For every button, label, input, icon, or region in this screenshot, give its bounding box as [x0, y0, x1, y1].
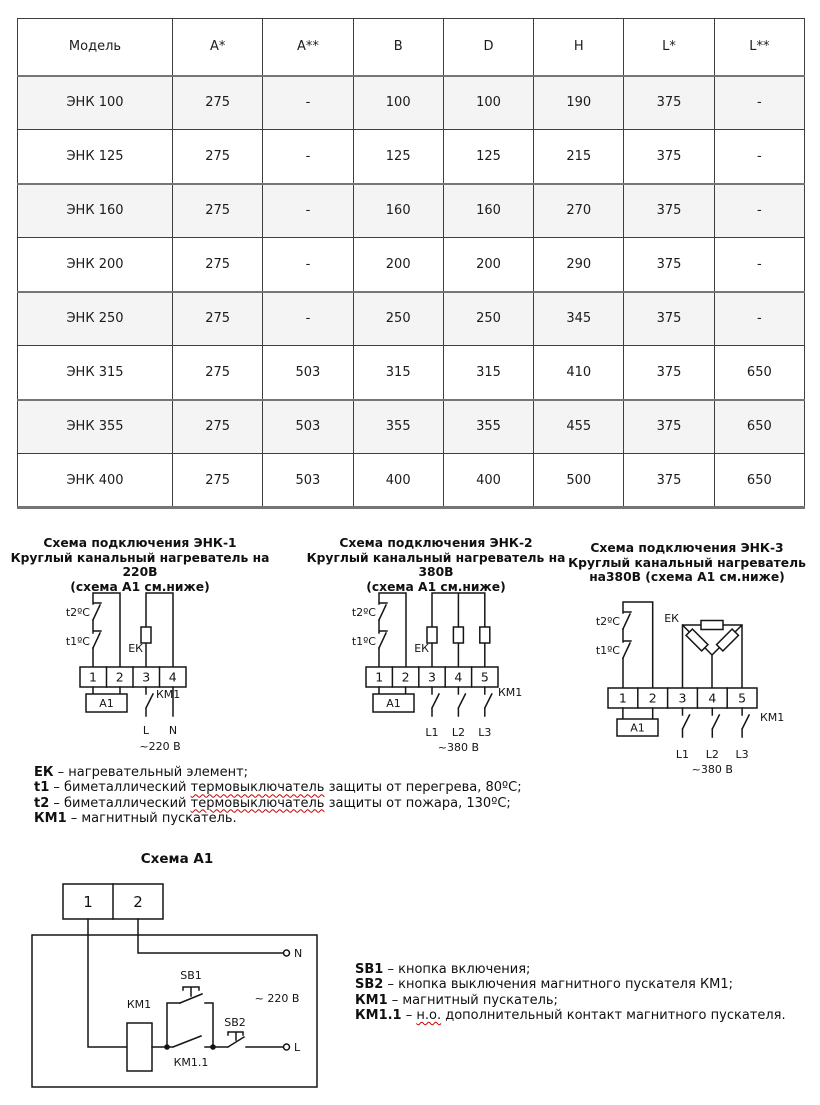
contactor-and-supply: [425, 686, 522, 754]
legend-key: ЕК: [34, 765, 54, 780]
terminal-number: 3: [142, 669, 151, 685]
table-cell: 125: [353, 130, 443, 184]
heater-bank: [427, 593, 490, 667]
heater-resistor-icon: [427, 627, 437, 643]
km1-contact-icon: [485, 687, 492, 716]
table-cell: 375: [624, 454, 714, 508]
legend-text: – кнопка выключения магнитного пускателя КМ1;: [383, 977, 734, 993]
table-cell: 375: [624, 184, 714, 238]
model-cell: ЭНК 315: [18, 346, 173, 400]
legend-text: – магнитный пускатель;: [387, 992, 558, 1008]
legend-key: t1: [34, 780, 50, 796]
table-row: [18, 400, 805, 454]
legend-word: н.о.: [416, 1007, 442, 1023]
table-cell: -: [263, 76, 353, 130]
voltage-label: ~ 220 В: [254, 992, 300, 1005]
table-cell: 250: [353, 292, 443, 346]
km1-contact-icon: [432, 687, 439, 716]
legend-text: защиты от перегрева, 80ºС;: [324, 780, 522, 796]
table-cell: -: [263, 184, 353, 238]
terminal-number: 4: [454, 669, 463, 685]
voltage-label: ~380 В: [437, 741, 480, 754]
table-cell: 275: [173, 76, 263, 130]
terminal-number: 2: [133, 893, 143, 911]
legend-key: КМ1.1: [355, 1007, 402, 1023]
terminal-number: 2: [115, 669, 124, 685]
table-cell: -: [263, 292, 353, 346]
legend-word: термовыключатель: [190, 795, 325, 811]
model-cell: ЭНК 200: [18, 238, 173, 292]
heater-resistor-icon: [701, 621, 723, 630]
table-row: [18, 292, 805, 346]
table-row: [18, 238, 805, 292]
a1-label: А1: [99, 697, 114, 710]
km1-coil-icon: [127, 1023, 152, 1071]
legend-item: [355, 1008, 786, 1023]
ek-label: ЕК: [128, 642, 143, 655]
km1-contact-icon: [742, 708, 749, 737]
phase-label: L2: [705, 748, 719, 761]
table-cell: -: [263, 130, 353, 184]
heater-resistor-icon: [141, 627, 151, 643]
wiring-diagram-enk2: [340, 590, 590, 765]
n-terminal-icon: [284, 950, 290, 956]
l-label: L: [294, 1041, 301, 1054]
title-line: (схема А1 см.ниже): [366, 579, 506, 594]
table-row: [18, 130, 805, 184]
schema-a1-diagram: [25, 875, 335, 1103]
title-line: (схема А1 см.ниже): [70, 579, 210, 594]
table-cell: 315: [353, 346, 443, 400]
table-cell: -: [714, 184, 804, 238]
heater-resistor-icon: [686, 629, 708, 651]
terminal-block: [63, 884, 163, 919]
table-cell: 290: [534, 238, 624, 292]
km1-contact-icon: [683, 708, 690, 737]
diagram-enk3-title: [562, 541, 812, 585]
t1-label: t1ºC: [351, 635, 376, 648]
table-cell: 503: [263, 400, 353, 454]
ek-label: ЕК: [664, 612, 679, 625]
phase-label: L3: [478, 726, 492, 739]
contactor-and-supply: [676, 708, 784, 776]
km1-label: КМ1: [156, 688, 181, 701]
table-cell: 500: [534, 454, 624, 508]
model-cell: ЭНК 100: [18, 76, 173, 130]
legend-item: [34, 796, 522, 811]
heater-legend: [34, 765, 522, 826]
t2-switch-icon: [623, 612, 631, 629]
km11-label: КМ1.1: [173, 1056, 209, 1069]
diagram-enk2-title: [306, 536, 566, 594]
table-cell: 160: [353, 184, 443, 238]
table-cell: 355: [443, 400, 533, 454]
column-header: H: [534, 19, 624, 76]
table-cell: 375: [624, 400, 714, 454]
heater-resistor-icon: [717, 629, 739, 651]
terminal-number: 3: [428, 669, 436, 685]
title-line: Схема подключения ЭНК-2: [339, 536, 533, 550]
table-cell: 125: [443, 130, 533, 184]
table-row: [18, 346, 805, 400]
dimensions-table: [17, 18, 805, 509]
legend-item: [34, 780, 522, 795]
heater-loop: [141, 593, 173, 667]
schema-a1-title: Схема А1: [140, 851, 214, 867]
table-cell: 503: [263, 346, 353, 400]
voltage-label: ~380 В: [691, 763, 733, 776]
t1-switch-icon: [379, 631, 387, 648]
km1-label: КМ1: [126, 998, 152, 1011]
legend-text: защиты от пожара, 130ºС;: [324, 795, 511, 811]
voltage-label: ~220 В: [139, 740, 181, 753]
heater-resistor-icon: [480, 627, 490, 643]
terminal-number: 4: [168, 669, 177, 685]
title-line: Круглый канальный нагреватель на 380В: [306, 550, 566, 580]
terminal-number: 3: [678, 690, 687, 706]
legend-key: SB2: [355, 977, 384, 993]
title-line: Схема подключения ЭНК-3: [590, 541, 784, 555]
table-row: [18, 454, 805, 508]
legend-word: термовыключатель: [190, 780, 325, 796]
legend-key: t2: [34, 795, 50, 811]
t2-label: t2ºC: [65, 606, 90, 619]
model-cell: ЭНК 400: [18, 454, 173, 508]
table-cell: 650: [714, 400, 804, 454]
legend-item: [355, 993, 786, 1008]
terminal-number: 5: [738, 690, 747, 706]
column-header: L*: [624, 19, 714, 76]
table-cell: 650: [714, 346, 804, 400]
title-line: Схема подключения ЭНК-1: [43, 536, 237, 550]
table-cell: -: [263, 238, 353, 292]
table-row: [18, 184, 805, 238]
t1-switch-icon: [623, 641, 631, 658]
legend-text: – кнопка включения;: [383, 962, 531, 977]
thermal-switch-loop: [93, 593, 120, 667]
table-cell: 270: [534, 184, 624, 238]
model-cell: ЭНК 160: [18, 184, 173, 238]
table-cell: -: [714, 238, 804, 292]
legend-text: – нагревательный элемент;: [53, 765, 249, 780]
terminal-number: 1: [89, 669, 97, 685]
legend-text: –: [401, 1007, 417, 1023]
km1-contact-icon: [712, 708, 719, 737]
a1-module: [617, 708, 658, 736]
title-line: Круглый канальный нагреватель на 220В: [10, 550, 270, 580]
schema-a1-legend: [355, 962, 786, 1023]
table-cell: 100: [443, 76, 533, 130]
legend-text: – биметаллический: [49, 795, 191, 811]
thermal-switch-loop: [379, 593, 406, 667]
table-cell: 215: [534, 130, 624, 184]
phase-label: N: [168, 724, 178, 737]
a1-label: А1: [630, 721, 645, 735]
legend-text: – магнитный пускатель.: [66, 810, 237, 826]
t1-label: t1ºC: [65, 635, 90, 648]
ek-label: ЕК: [414, 642, 429, 655]
legend-key: КМ1: [355, 992, 388, 1008]
a1-module: [373, 687, 414, 712]
table-cell: 315: [443, 346, 533, 400]
km1-contact-icon: [146, 687, 153, 716]
terminal-number: 5: [480, 669, 489, 685]
column-header: A**: [263, 19, 353, 76]
table-cell: 375: [624, 292, 714, 346]
table-cell: 275: [173, 184, 263, 238]
legend-text: дополнительный контакт магнитного пускателя.: [441, 1007, 786, 1023]
t2-switch-icon: [93, 603, 101, 620]
model-cell: ЭНК 250: [18, 292, 173, 346]
terminal-number: 4: [708, 690, 717, 706]
t1-label: t1ºC: [595, 644, 620, 657]
table-cell: 250: [443, 292, 533, 346]
terminal-number: 2: [401, 669, 410, 685]
title-line: Круглый канальный нагреватель: [568, 555, 806, 570]
table-cell: -: [714, 76, 804, 130]
column-header-model: Модель: [18, 19, 173, 76]
t1-switch-icon: [93, 631, 101, 648]
t2-label: t2ºC: [351, 606, 376, 619]
table-cell: 345: [534, 292, 624, 346]
a1-label: А1: [386, 697, 401, 710]
table-cell: 275: [173, 400, 263, 454]
table-cell: 275: [173, 130, 263, 184]
legend-text: – биметаллический: [49, 780, 191, 796]
contactor-and-supply: [139, 687, 180, 753]
table-header-row: [18, 19, 805, 76]
column-header: B: [353, 19, 443, 76]
column-header: A*: [173, 19, 263, 76]
column-header: D: [443, 19, 533, 76]
table-cell: 275: [173, 238, 263, 292]
table-cell: 160: [443, 184, 533, 238]
legend-key: КМ1: [34, 810, 67, 826]
terminal-strip: [366, 667, 498, 687]
l-terminal-icon: [284, 1044, 290, 1050]
phase-label: L1: [675, 748, 690, 761]
table-cell: 190: [534, 76, 624, 130]
km1-contact-icon: [458, 687, 465, 716]
terminal-number: 2: [648, 690, 657, 706]
legend-key: SB1: [355, 962, 384, 977]
a1-module: [86, 687, 127, 712]
table-cell: 375: [624, 130, 714, 184]
table-cell: 400: [353, 454, 443, 508]
model-cell: ЭНК 355: [18, 400, 173, 454]
wiring-diagram-enk3: [580, 590, 820, 790]
table-cell: 100: [353, 76, 443, 130]
table-cell: 650: [714, 454, 804, 508]
terminal-number: 1: [375, 669, 384, 685]
sb2-label: SB2: [224, 1016, 246, 1029]
table-cell: 200: [353, 238, 443, 292]
wiring-diagram-enk1: [40, 590, 280, 765]
table-cell: 200: [443, 238, 533, 292]
table-cell: 455: [534, 400, 624, 454]
terminal-strip: [80, 667, 186, 687]
table-cell: -: [714, 130, 804, 184]
legend-item: [34, 811, 522, 826]
heater-resistor-icon: [453, 627, 463, 643]
column-header: L**: [714, 19, 804, 76]
legend-item: [355, 977, 786, 992]
table-cell: -: [714, 292, 804, 346]
terminal-number: 1: [83, 893, 93, 911]
km1-label: КМ1: [760, 711, 785, 724]
table-cell: 375: [624, 346, 714, 400]
diagram-enk1-title: [10, 536, 270, 594]
table-cell: 275: [173, 292, 263, 346]
t2-switch-icon: [379, 603, 387, 620]
phase-label: L2: [451, 726, 465, 739]
table-row: [18, 76, 805, 130]
table-cell: 275: [173, 346, 263, 400]
table-cell: 400: [443, 454, 533, 508]
n-label: N: [294, 947, 303, 960]
table-cell: 355: [353, 400, 443, 454]
t2-label: t2ºC: [595, 615, 620, 628]
km1-label: КМ1: [498, 686, 523, 699]
table-cell: 375: [624, 238, 714, 292]
terminal-strip: [608, 688, 757, 708]
table-cell: 275: [173, 454, 263, 508]
phase-label: L: [142, 724, 150, 737]
table-cell: 503: [263, 454, 353, 508]
terminal-number: 1: [618, 690, 627, 706]
table-cell: 375: [624, 76, 714, 130]
table-cell: 410: [534, 346, 624, 400]
phase-label: L1: [425, 726, 439, 739]
legend-item: [355, 962, 786, 977]
title-line: на380В (схема А1 см.ниже): [589, 570, 785, 585]
legend-item: [34, 765, 522, 780]
thermal-switch-loop: [623, 602, 653, 688]
sb1-label: SB1: [180, 969, 202, 982]
heater-delta: [683, 621, 743, 689]
phase-label: L3: [735, 748, 749, 761]
model-cell: ЭНК 125: [18, 130, 173, 184]
